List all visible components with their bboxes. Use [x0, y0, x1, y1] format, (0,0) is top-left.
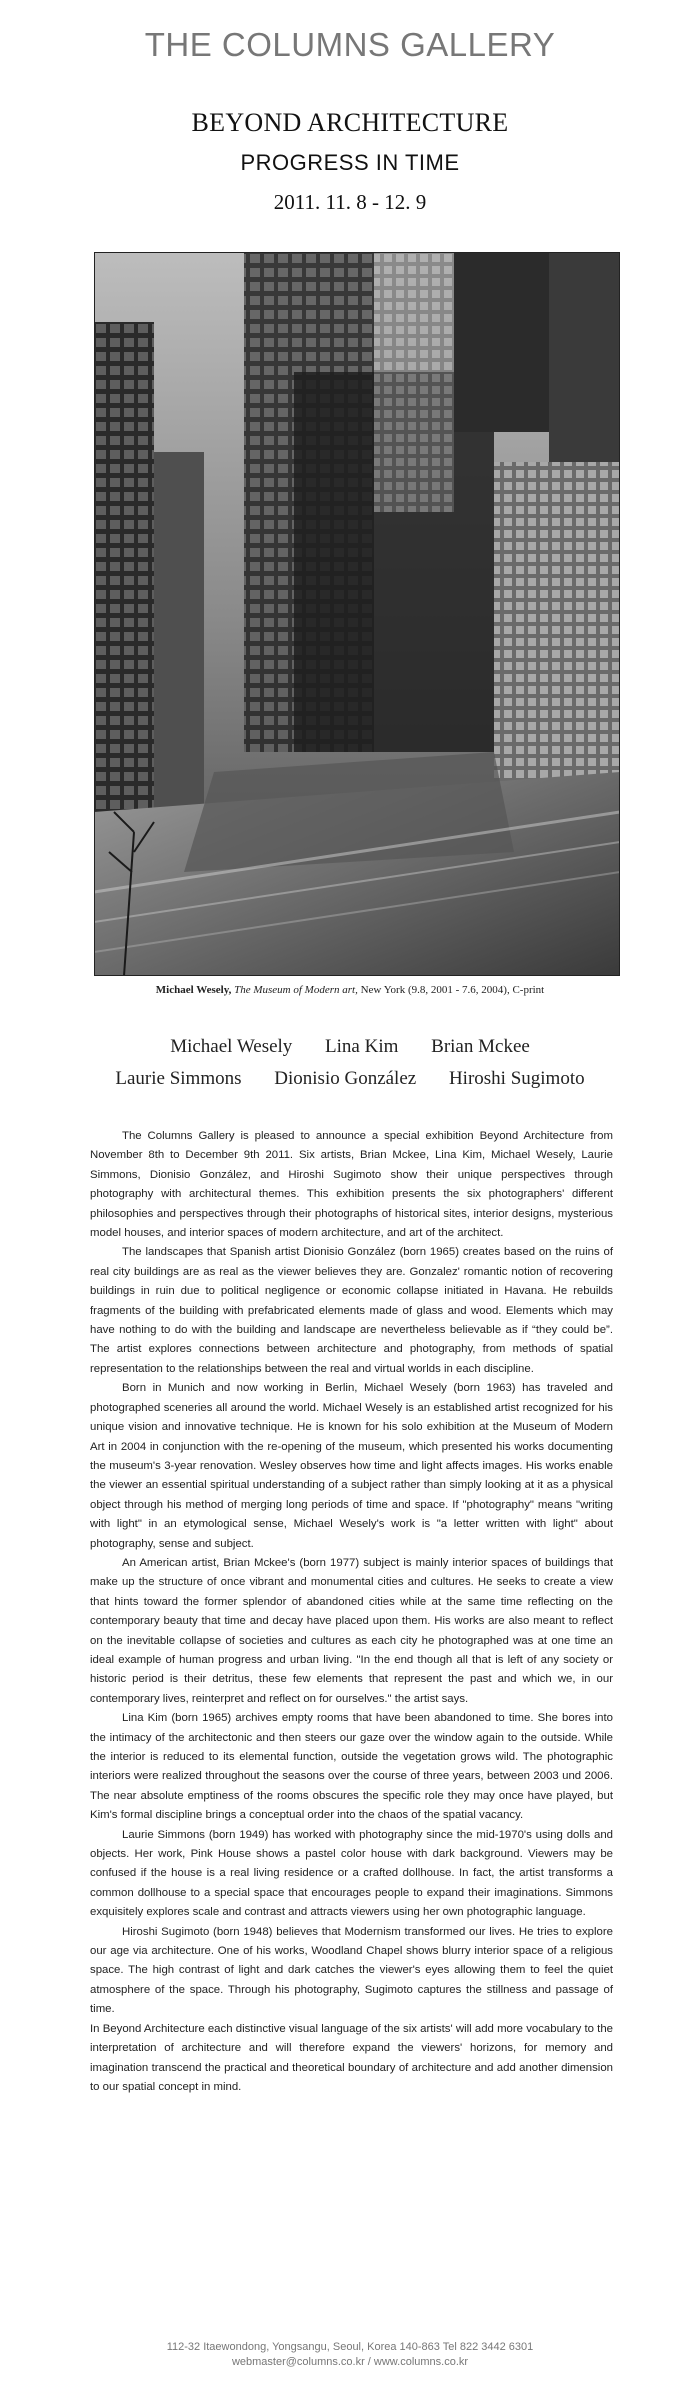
artwork-photo: [94, 252, 620, 976]
artist-name: Lina Kim: [325, 1036, 399, 1057]
paragraph: An American artist, Brian Mckee's (born 1977) subject is mainly interior spaces of buildings that make up the structure of once vibrant and monumental cities and cultures. He seeks to create a view that hints toward the former splendor of abandoned cities while at the same time reflecting on the contemporary beauty that time and decay have placed upon them. His works are also meant to reflect on the inevitable collapse of societies and cultures as each city he photographed was at one time an ideal example of human progress and urban living. "In the end though all that is left of any society or historic period is their detritus, these few elements that represent the past and which we, in our contemporary lives, reinterpret and reflect on for ourselves." the artist says.: [90, 1556, 613, 1705]
artists-row-2: [0, 1068, 700, 1090]
paragraph: Laurie Simmons (born 1949) has worked with photography since the mid-1970's using dolls and objects. Her work, Pink House shows a pastel color house with dark background. Viewers may be confused if the house is a real living residence or a crafted dollhouse. In fact, the artist transforms a common dollhouse to a special space that encourages people to expand their imaginations. Simmons exquisitely explores scale and contrast and attracts viewers using her own photographic language.: [90, 1828, 613, 1919]
paragraph: The landscapes that Spanish artist Dionisio González (born 1965) creates based on the ruins of real city buildings are as real as the viewer believes they are. Gonzalez' romantic notion of recovering buildings in ruin due to political negligence or economic collapse initiated in Havana. He rebuilds fragments of the building with prefabricated elements made of glass and wood. Elements which may have nothing to do with the building and landscape are nevertheless believable as if “they could be”. The artist explores connections between architecture and photography, from methods of spatial representation to the relationships between the real and virtual worlds in each discipline.: [90, 1246, 613, 1375]
artist-name: Dionisio González: [274, 1068, 417, 1089]
gallery-name: THE COLUMNS GALLERY: [144, 26, 556, 63]
exhibition-title: BEYOND ARCHITECTURE: [191, 108, 509, 137]
paragraph: Hiroshi Sugimoto (born 1948) believes that Modernism transformed our lives. He tries to explore our age via architecture. One of his works, Woodland Chapel shows blurry interior space of a religious space. The high contrast of light and dark catches the viewer's eyes allowing them to feel the quiet atmosphere of the space. Through his photography, Sugimoto captures the stillness and passage of time.: [90, 1925, 613, 2016]
exhibition-subtitle: PROGRESS IN TIME: [240, 150, 460, 175]
footer-address: 112-32 Itaewondong, Yongsangu, Seoul, Korea 140-863 Tel 822 3442 6301: [166, 2341, 534, 2353]
artists-row-1: [0, 1036, 700, 1058]
exhibition-dates: 2011. 11. 8 - 12. 9: [273, 190, 427, 214]
artist-name: Hiroshi Sugimoto: [448, 1068, 585, 1089]
artist-name: Laurie Simmons: [115, 1068, 242, 1089]
paragraph: Born in Munich and now working in Berlin, Michael Wesely (born 1963) has traveled and photographed sceneries all around the world. Michael Wesely is an established artist recognized for his unique vision and innovative technique. He is known for his solo exhibition at the Museum of Modern Art in 2004 in conjunction with the re-opening of the museum, which presented his works documenting the museum's 3-year renovation. Wesley observes how time and light affects images. His works enable the viewer an essential spiritual understanding of a subject rather than simply looking at it as a physical object through his method of merging long periods of time and space. If "photography" means "writing with light" in an etymological sense, Michael Wesely's work is "a letter written with light" about photography, sense and subject.: [90, 1382, 613, 1550]
caption-title: The Museum of Modern art,: [234, 984, 358, 996]
paragraph: In Beyond Architecture each distinctive visual language of the six artists' will add more vocabulary to the interpretation of architecture and will therefore expand the viewers' horizons, for memory and imagination transcend the practical and theoretical boundary of architecture and add another dimension to our spatial concept in mind.: [90, 2022, 613, 2093]
paragraph: The Columns Gallery is pleased to announce a special exhibition Beyond Architecture from November 8th to December 9th 2011. Six artists, Brian Mckee, Lina Kim, Michael Wesely, Laurie Simmons, Dionisio González, and Hiroshi Sugimoto show their unique perspectives through photography with architectural themes. This exhibition presents the six photographers' different philosophies and perspectives through their photographs of historical sites, interior designs, mysterious model houses, and interior spaces of modern architecture, and art of the architect.: [90, 1130, 613, 1240]
caption-artist: Michael Wesely,: [155, 984, 232, 996]
caption-details: New York (9.8, 2001 - 7.6, 2004), C-print: [360, 984, 545, 996]
paragraph: Lina Kim (born 1965) archives empty rooms that have been abandoned to time. She bores into the intimacy of the architectonic and then steers our gaze over the window again to the outside. While the interior is reduced to its elemental function, outside the vegetation grows wild. The photographic interiors were realized throughout the seasons over the course of three years, between 2003 und 2006. The near absolute emptiness of the rooms obscures the specific role they may once have played, but Kim's formal discipline brings a conceptual order into the chaos of the spatial vacancy.: [90, 1712, 613, 1822]
footer-contact[interactable]: webmaster@columns.co.kr / www.columns.co.kr: [231, 2356, 469, 2368]
footer: [0, 2340, 700, 2370]
artist-name: Brian Mckee: [431, 1036, 530, 1057]
artist-name: Michael Wesely: [170, 1036, 293, 1057]
press-release-text: [90, 1127, 613, 2097]
artwork-caption: [0, 984, 700, 996]
